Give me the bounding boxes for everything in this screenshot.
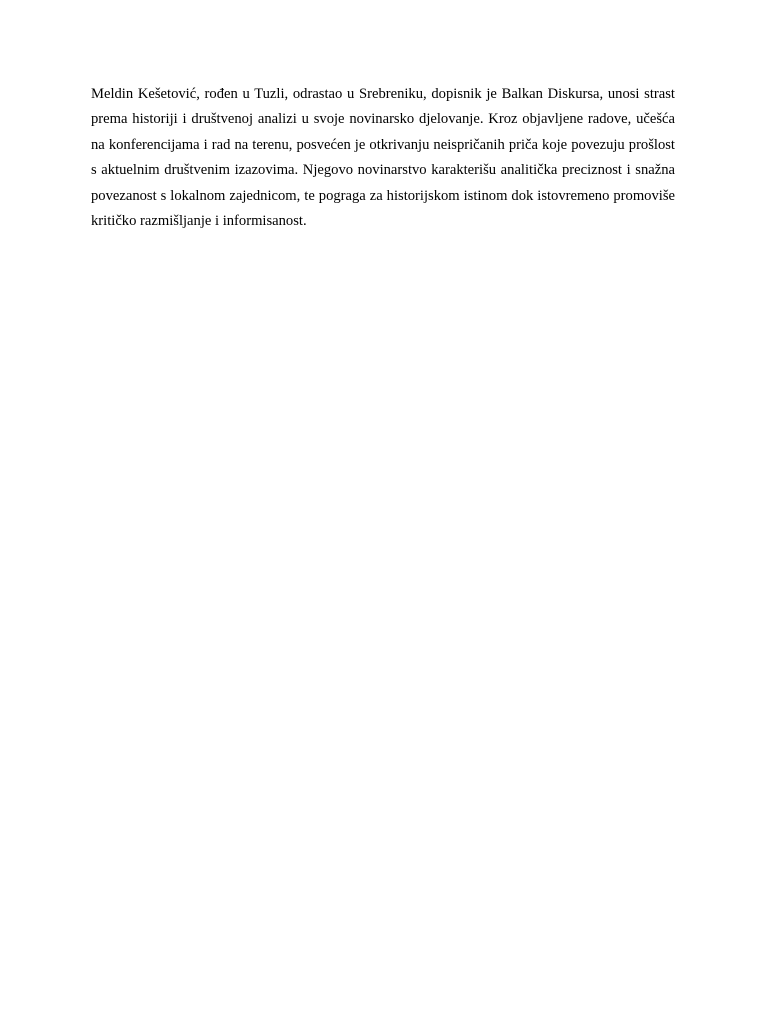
body-paragraph: Meldin Kešetović, rođen u Tuzli, odrastao u Srebreniku, dopisnik je Balkan Diskursa, unosi strast prema historiji i društvenoj analizi u svoje novinarsko djelovanje. Kroz objavljene radove, učešća na konferencijama i rad na terenu, posvećen je otkrivanju neispričanih priča koje povezuju prošlost s aktuelnim društvenim izazovima. Njegovo novinarstvo karakterišu analitička preciznost i snažna povezanost s lokalnom zajednicom, te pograga za historijskom istinom dok istovremeno promoviše kritičko razmišljanje i informisanost. [91, 86, 675, 230]
